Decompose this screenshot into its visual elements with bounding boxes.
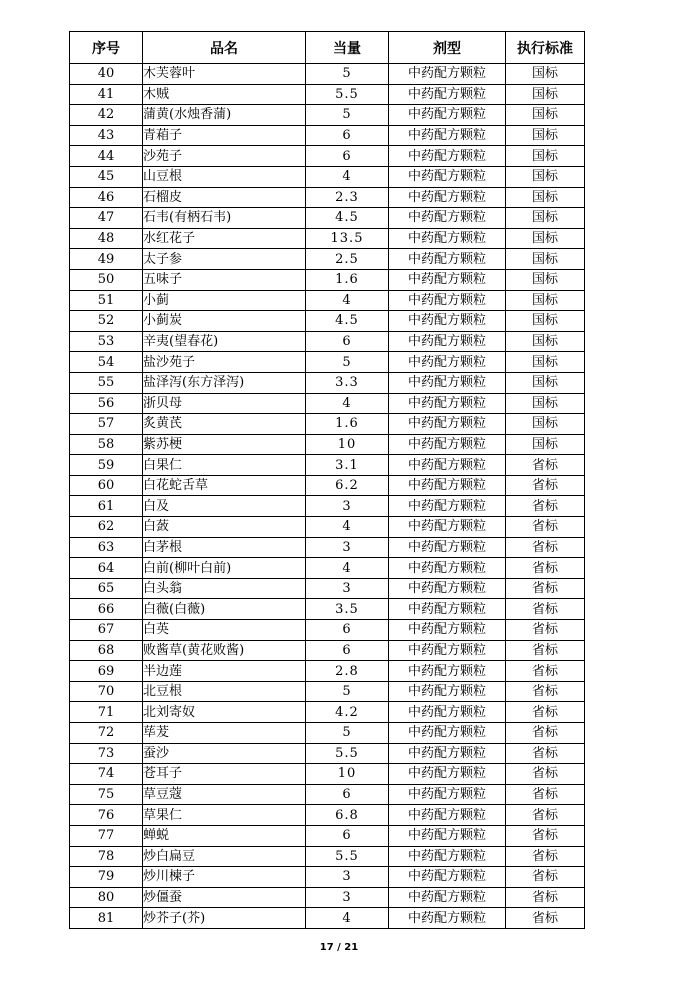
row-dosage-form: 中药配方颗粒 (389, 105, 506, 126)
row-dosage-form: 中药配方颗粒 (389, 331, 506, 352)
row-serial-number: 45 (70, 166, 143, 187)
table-row (70, 867, 585, 888)
row-equivalent: 6.8 (306, 805, 389, 826)
row-standard: 国标 (506, 352, 585, 373)
table-row (70, 187, 585, 208)
row-serial-number: 69 (70, 661, 143, 682)
row-product-name: 白蔹 (143, 517, 306, 538)
table-row (70, 846, 585, 867)
row-product-name: 盐泽泻(东方泽泻) (143, 372, 306, 393)
row-dosage-form: 中药配方颗粒 (389, 702, 506, 723)
row-equivalent: 5.5 (306, 84, 389, 105)
header-product-name: 品名 (143, 32, 306, 64)
row-standard: 省标 (506, 825, 585, 846)
row-dosage-form: 中药配方颗粒 (389, 825, 506, 846)
row-product-name: 小蓟 (143, 290, 306, 311)
row-product-name: 木贼 (143, 84, 306, 105)
row-serial-number: 40 (70, 64, 143, 85)
row-equivalent: 1.6 (306, 269, 389, 290)
row-equivalent: 5 (306, 105, 389, 126)
row-serial-number: 66 (70, 599, 143, 620)
row-equivalent: 5 (306, 352, 389, 373)
row-serial-number: 64 (70, 558, 143, 579)
row-standard: 省标 (506, 455, 585, 476)
row-standard: 省标 (506, 640, 585, 661)
row-standard: 国标 (506, 228, 585, 249)
table-row (70, 125, 585, 146)
row-product-name: 白茅根 (143, 537, 306, 558)
row-standard: 省标 (506, 558, 585, 579)
table-row (70, 784, 585, 805)
table-row (70, 146, 585, 167)
row-product-name: 浙贝母 (143, 393, 306, 414)
row-serial-number: 79 (70, 867, 143, 888)
row-standard: 省标 (506, 887, 585, 908)
row-equivalent: 6.2 (306, 475, 389, 496)
row-equivalent: 4 (306, 166, 389, 187)
row-standard: 国标 (506, 414, 585, 435)
table-row (70, 805, 585, 826)
table-row (70, 269, 585, 290)
table-row (70, 743, 585, 764)
table-row (70, 64, 585, 85)
row-dosage-form: 中药配方颗粒 (389, 887, 506, 908)
row-serial-number: 54 (70, 352, 143, 373)
header-dosage-form: 剂型 (389, 32, 506, 64)
row-dosage-form: 中药配方颗粒 (389, 393, 506, 414)
header-serial-number: 序号 (70, 32, 143, 64)
row-equivalent: 3.5 (306, 599, 389, 620)
table-row (70, 352, 585, 373)
row-standard: 国标 (506, 393, 585, 414)
row-equivalent: 6 (306, 146, 389, 167)
row-product-name: 青葙子 (143, 125, 306, 146)
row-serial-number: 59 (70, 455, 143, 476)
table-row (70, 578, 585, 599)
row-dosage-form: 中药配方颗粒 (389, 681, 506, 702)
row-product-name: 炙黄芪 (143, 414, 306, 435)
row-product-name: 山豆根 (143, 166, 306, 187)
row-dosage-form: 中药配方颗粒 (389, 414, 506, 435)
table-row (70, 723, 585, 744)
row-product-name: 石韦(有柄石韦) (143, 208, 306, 229)
row-dosage-form: 中药配方颗粒 (389, 290, 506, 311)
table-row (70, 661, 585, 682)
row-product-name: 白前(柳叶白前) (143, 558, 306, 579)
table-row (70, 414, 585, 435)
row-product-name: 炒白扁豆 (143, 846, 306, 867)
row-serial-number: 73 (70, 743, 143, 764)
table-header (70, 32, 585, 64)
row-serial-number: 62 (70, 517, 143, 538)
row-dosage-form: 中药配方颗粒 (389, 537, 506, 558)
row-serial-number: 75 (70, 784, 143, 805)
row-standard: 国标 (506, 187, 585, 208)
row-dosage-form: 中药配方颗粒 (389, 867, 506, 888)
row-dosage-form: 中药配方颗粒 (389, 496, 506, 517)
table-row (70, 599, 585, 620)
row-serial-number: 74 (70, 764, 143, 785)
row-standard: 国标 (506, 84, 585, 105)
row-standard: 省标 (506, 681, 585, 702)
row-equivalent: 6 (306, 125, 389, 146)
row-product-name: 白及 (143, 496, 306, 517)
table-row (70, 311, 585, 332)
row-dosage-form: 中药配方颗粒 (389, 846, 506, 867)
row-serial-number: 78 (70, 846, 143, 867)
row-product-name: 白果仁 (143, 455, 306, 476)
table-row (70, 620, 585, 641)
row-standard: 省标 (506, 743, 585, 764)
row-serial-number: 58 (70, 434, 143, 455)
row-product-name: 太子参 (143, 249, 306, 270)
row-equivalent: 4.2 (306, 702, 389, 723)
row-standard: 国标 (506, 290, 585, 311)
row-dosage-form: 中药配方颗粒 (389, 784, 506, 805)
row-dosage-form: 中药配方颗粒 (389, 146, 506, 167)
page-number: 17 / 21 (319, 942, 359, 953)
row-equivalent: 3.1 (306, 455, 389, 476)
row-standard: 省标 (506, 702, 585, 723)
row-product-name: 炒僵蚕 (143, 887, 306, 908)
row-product-name: 盐沙苑子 (143, 352, 306, 373)
row-serial-number: 53 (70, 331, 143, 352)
row-product-name: 白英 (143, 620, 306, 641)
row-serial-number: 56 (70, 393, 143, 414)
row-standard: 国标 (506, 105, 585, 126)
table-row (70, 393, 585, 414)
row-serial-number: 57 (70, 414, 143, 435)
row-equivalent: 4 (306, 290, 389, 311)
row-dosage-form: 中药配方颗粒 (389, 805, 506, 826)
row-dosage-form: 中药配方颗粒 (389, 311, 506, 332)
row-serial-number: 63 (70, 537, 143, 558)
row-serial-number: 71 (70, 702, 143, 723)
row-product-name: 北刘寄奴 (143, 702, 306, 723)
row-product-name: 白花蛇舌草 (143, 475, 306, 496)
row-product-name: 炒川楝子 (143, 867, 306, 888)
row-dosage-form: 中药配方颗粒 (389, 64, 506, 85)
row-serial-number: 47 (70, 208, 143, 229)
row-product-name: 败酱草(黄花败酱) (143, 640, 306, 661)
row-equivalent: 2.3 (306, 187, 389, 208)
row-dosage-form: 中药配方颗粒 (389, 661, 506, 682)
row-product-name: 小蓟炭 (143, 311, 306, 332)
row-serial-number: 51 (70, 290, 143, 311)
row-standard: 省标 (506, 599, 585, 620)
row-dosage-form: 中药配方颗粒 (389, 228, 506, 249)
table-row (70, 84, 585, 105)
row-product-name: 草果仁 (143, 805, 306, 826)
row-standard: 省标 (506, 908, 585, 929)
row-serial-number: 77 (70, 825, 143, 846)
table-row (70, 290, 585, 311)
row-serial-number: 50 (70, 269, 143, 290)
row-standard: 国标 (506, 64, 585, 85)
herb-table (69, 31, 585, 929)
row-product-name: 辛夷(望春花) (143, 331, 306, 352)
row-product-name: 草豆蔻 (143, 784, 306, 805)
row-dosage-form: 中药配方颗粒 (389, 372, 506, 393)
row-serial-number: 52 (70, 311, 143, 332)
row-serial-number: 43 (70, 125, 143, 146)
row-standard: 省标 (506, 784, 585, 805)
row-product-name: 半边莲 (143, 661, 306, 682)
row-product-name: 沙苑子 (143, 146, 306, 167)
row-product-name: 白头翁 (143, 578, 306, 599)
row-product-name: 炒芥子(芥) (143, 908, 306, 929)
row-equivalent: 5.5 (306, 743, 389, 764)
row-serial-number: 61 (70, 496, 143, 517)
row-equivalent: 4 (306, 558, 389, 579)
table-row (70, 331, 585, 352)
table-row (70, 640, 585, 661)
row-dosage-form: 中药配方颗粒 (389, 125, 506, 146)
row-product-name: 水红花子 (143, 228, 306, 249)
row-dosage-form: 中药配方颗粒 (389, 599, 506, 620)
row-serial-number: 49 (70, 249, 143, 270)
row-dosage-form: 中药配方颗粒 (389, 208, 506, 229)
row-dosage-form: 中药配方颗粒 (389, 455, 506, 476)
row-dosage-form: 中药配方颗粒 (389, 269, 506, 290)
row-equivalent: 6 (306, 331, 389, 352)
row-standard: 国标 (506, 331, 585, 352)
row-equivalent: 3 (306, 496, 389, 517)
row-serial-number: 55 (70, 372, 143, 393)
row-equivalent: 4.5 (306, 208, 389, 229)
row-product-name: 木芙蓉叶 (143, 64, 306, 85)
row-product-name: 紫苏梗 (143, 434, 306, 455)
header-equivalent: 当量 (306, 32, 389, 64)
row-standard: 省标 (506, 496, 585, 517)
row-equivalent: 10 (306, 764, 389, 785)
row-equivalent: 6 (306, 620, 389, 641)
table-row (70, 702, 585, 723)
row-product-name: 北豆根 (143, 681, 306, 702)
row-equivalent: 10 (306, 434, 389, 455)
row-standard: 国标 (506, 311, 585, 332)
table-row (70, 537, 585, 558)
row-product-name: 石榴皮 (143, 187, 306, 208)
table-row (70, 496, 585, 517)
row-equivalent: 5 (306, 64, 389, 85)
row-serial-number: 70 (70, 681, 143, 702)
row-dosage-form: 中药配方颗粒 (389, 558, 506, 579)
row-equivalent: 1.6 (306, 414, 389, 435)
row-dosage-form: 中药配方颗粒 (389, 908, 506, 929)
table-row (70, 372, 585, 393)
row-dosage-form: 中药配方颗粒 (389, 723, 506, 744)
row-product-name: 苍耳子 (143, 764, 306, 785)
row-serial-number: 48 (70, 228, 143, 249)
row-standard: 省标 (506, 846, 585, 867)
row-equivalent: 4 (306, 393, 389, 414)
table-row (70, 208, 585, 229)
row-product-name: 荜茇 (143, 723, 306, 744)
row-standard: 省标 (506, 764, 585, 785)
table-row (70, 228, 585, 249)
header-row (70, 32, 585, 64)
row-equivalent: 4 (306, 908, 389, 929)
row-standard: 省标 (506, 805, 585, 826)
row-product-name: 蝉蜕 (143, 825, 306, 846)
row-dosage-form: 中药配方颗粒 (389, 249, 506, 270)
row-equivalent: 2.8 (306, 661, 389, 682)
table-row (70, 166, 585, 187)
row-equivalent: 2.5 (306, 249, 389, 270)
table-row (70, 825, 585, 846)
table-row (70, 517, 585, 538)
row-dosage-form: 中药配方颗粒 (389, 764, 506, 785)
row-standard: 国标 (506, 125, 585, 146)
table-body (70, 64, 585, 929)
row-dosage-form: 中药配方颗粒 (389, 84, 506, 105)
row-serial-number: 44 (70, 146, 143, 167)
row-dosage-form: 中药配方颗粒 (389, 352, 506, 373)
row-standard: 省标 (506, 578, 585, 599)
row-dosage-form: 中药配方颗粒 (389, 434, 506, 455)
row-equivalent: 5 (306, 681, 389, 702)
table-row (70, 764, 585, 785)
row-standard: 国标 (506, 434, 585, 455)
row-serial-number: 68 (70, 640, 143, 661)
table-row (70, 681, 585, 702)
table-row (70, 558, 585, 579)
row-serial-number: 80 (70, 887, 143, 908)
row-equivalent: 3 (306, 537, 389, 558)
row-product-name: 白薇(白薇) (143, 599, 306, 620)
table-row (70, 908, 585, 929)
row-standard: 国标 (506, 208, 585, 229)
row-dosage-form: 中药配方颗粒 (389, 743, 506, 764)
row-standard: 省标 (506, 867, 585, 888)
row-equivalent: 5.5 (306, 846, 389, 867)
row-equivalent: 13.5 (306, 228, 389, 249)
row-serial-number: 81 (70, 908, 143, 929)
row-serial-number: 42 (70, 105, 143, 126)
row-dosage-form: 中药配方颗粒 (389, 187, 506, 208)
row-product-name: 蒲黄(水烛香蒲) (143, 105, 306, 126)
row-standard: 国标 (506, 372, 585, 393)
row-serial-number: 72 (70, 723, 143, 744)
row-standard: 国标 (506, 269, 585, 290)
row-dosage-form: 中药配方颗粒 (389, 517, 506, 538)
table-row (70, 434, 585, 455)
row-standard: 国标 (506, 146, 585, 167)
row-equivalent: 4 (306, 517, 389, 538)
row-standard: 省标 (506, 537, 585, 558)
row-standard: 国标 (506, 249, 585, 270)
row-standard: 国标 (506, 166, 585, 187)
table-row (70, 455, 585, 476)
row-serial-number: 46 (70, 187, 143, 208)
row-standard: 省标 (506, 517, 585, 538)
row-standard: 省标 (506, 661, 585, 682)
row-equivalent: 6 (306, 640, 389, 661)
row-standard: 省标 (506, 620, 585, 641)
row-equivalent: 3 (306, 867, 389, 888)
row-serial-number: 60 (70, 475, 143, 496)
row-equivalent: 5 (306, 723, 389, 744)
row-serial-number: 76 (70, 805, 143, 826)
row-standard: 省标 (506, 475, 585, 496)
table-row (70, 887, 585, 908)
row-equivalent: 3 (306, 578, 389, 599)
row-serial-number: 65 (70, 578, 143, 599)
row-dosage-form: 中药配方颗粒 (389, 166, 506, 187)
row-equivalent: 3.3 (306, 372, 389, 393)
row-dosage-form: 中药配方颗粒 (389, 620, 506, 641)
table-row (70, 249, 585, 270)
row-equivalent: 6 (306, 784, 389, 805)
row-standard: 省标 (506, 723, 585, 744)
row-product-name: 蚕沙 (143, 743, 306, 764)
table-row (70, 105, 585, 126)
row-serial-number: 67 (70, 620, 143, 641)
row-equivalent: 4.5 (306, 311, 389, 332)
row-dosage-form: 中药配方颗粒 (389, 578, 506, 599)
row-equivalent: 6 (306, 825, 389, 846)
row-serial-number: 41 (70, 84, 143, 105)
row-product-name: 五味子 (143, 269, 306, 290)
table-row (70, 475, 585, 496)
row-equivalent: 3 (306, 887, 389, 908)
row-dosage-form: 中药配方颗粒 (389, 475, 506, 496)
header-standard: 执行标准 (506, 32, 585, 64)
row-dosage-form: 中药配方颗粒 (389, 640, 506, 661)
